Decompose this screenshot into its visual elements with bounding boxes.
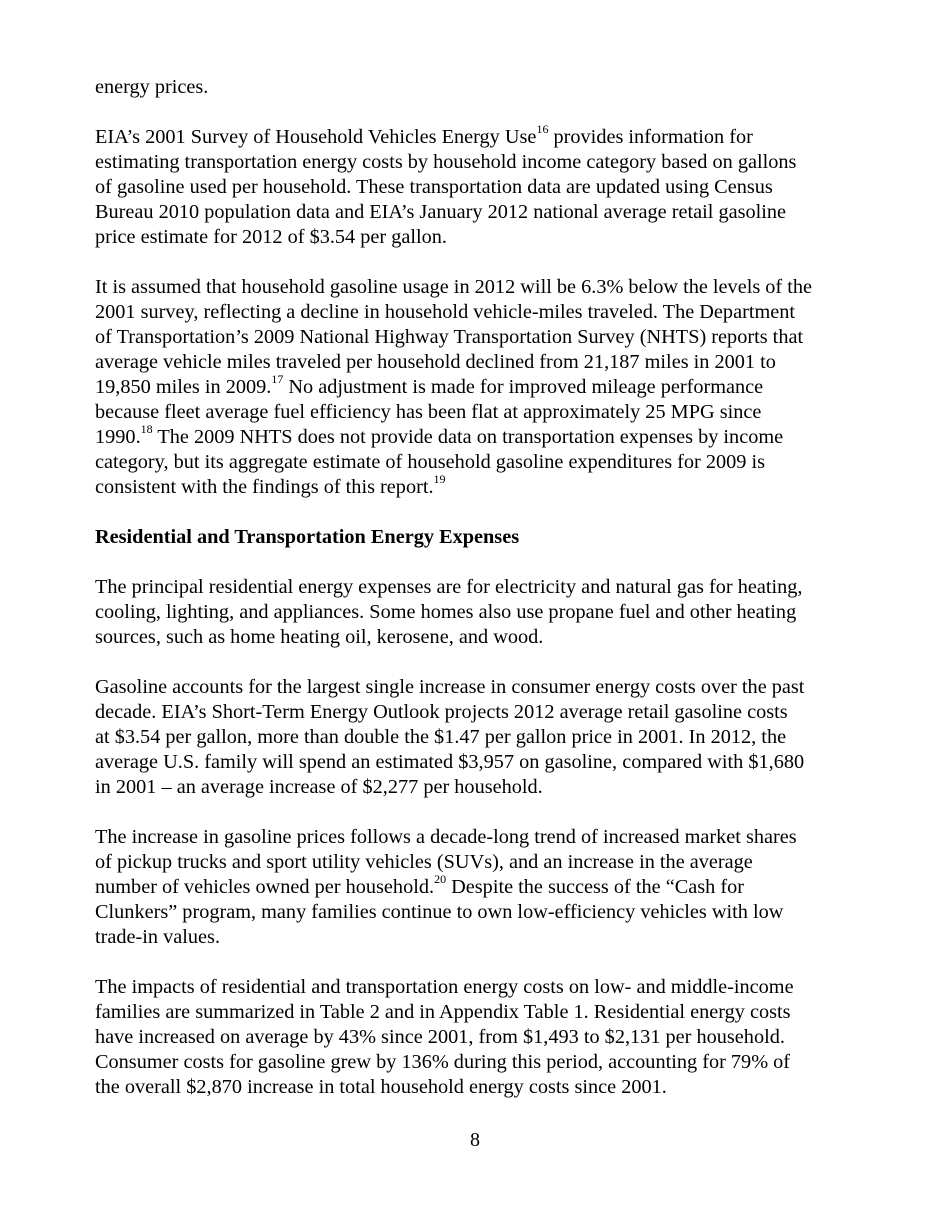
- paragraph: [95, 275, 870, 500]
- text-line: [95, 1075, 870, 1100]
- text-run: of gasoline used per household. These transportation data are updated using Census: [95, 176, 773, 198]
- text-line: [95, 472, 870, 500]
- text-run: price estimate for 2012 of $3.54 per gallon.: [95, 226, 448, 248]
- text-line: [95, 872, 870, 900]
- text-line: [95, 75, 870, 100]
- text-line: [95, 372, 870, 400]
- text-line: [95, 200, 870, 225]
- text-run: EIA’s 2001 Survey of Household Vehicles Energy Use: [95, 126, 537, 148]
- footnote-reference: 18: [140, 422, 153, 437]
- text-run: 2001 survey, reflecting a decline in household vehicle-miles traveled. The Department: [95, 301, 796, 323]
- text-line: [95, 1050, 870, 1075]
- text-run: consistent with the findings of this report.: [95, 476, 434, 498]
- text-line: [95, 400, 870, 425]
- text-line: [95, 225, 870, 250]
- text-line: [95, 975, 870, 1000]
- text-line: [95, 422, 870, 450]
- text-run: of Transportation’s 2009 National Highway Transportation Survey (NHTS) reports that: [95, 326, 804, 348]
- text-line: [95, 325, 870, 350]
- paragraph: [95, 75, 870, 100]
- text-line: [95, 750, 870, 775]
- text-line: [95, 575, 870, 600]
- text-run: It is assumed that household gasoline usage in 2012 will be 6.3% below the levels of the: [95, 276, 813, 298]
- paragraph: [95, 575, 870, 650]
- text-run: category, but its aggregate estimate of household gasoline expenditures for 2009 is: [95, 451, 766, 473]
- text-run: Consumer costs for gasoline grew by 136% during this period, accounting for 79% of: [95, 1051, 791, 1073]
- text-run: Bureau 2010 population data and EIA’s January 2012 national average retail gasoline: [95, 201, 787, 223]
- text-run: in 2001 – an average increase of $2,277 per household.: [95, 776, 543, 798]
- text-run: sources, such as home heating oil, kerosene, and wood.: [95, 626, 544, 648]
- text-run: at $3.54 per gallon, more than double the $1.47 per gallon price in 2001. In 2012, the: [95, 726, 787, 748]
- text-line: [95, 450, 870, 475]
- text-run: provides information for: [548, 126, 753, 148]
- text-run: of pickup trucks and sport utility vehicles (SUVs), and an increase in the average: [95, 851, 753, 873]
- text-line: [95, 725, 870, 750]
- paragraph-group-before-heading: [95, 75, 870, 500]
- text-run: No adjustment is made for improved mileage performance: [283, 376, 764, 398]
- footnote-reference: 17: [271, 372, 284, 387]
- text-run: because fleet average fuel efficiency has been flat at approximately 25 MPG since: [95, 401, 762, 423]
- footnote-reference: 20: [434, 872, 447, 887]
- text-run: decade. EIA’s Short-Term Energy Outlook projects 2012 average retail gasoline costs: [95, 701, 788, 723]
- text-line: [95, 850, 870, 875]
- text-line: [95, 700, 870, 725]
- footnote-reference: 19: [433, 472, 446, 487]
- paragraph: [95, 825, 870, 950]
- text-line: [95, 775, 870, 800]
- text-line: [95, 600, 870, 625]
- text-line: [95, 825, 870, 850]
- text-run: The principal residential energy expenses are for electricity and natural gas for heating,: [95, 576, 803, 598]
- paragraph: [95, 675, 870, 800]
- text-run: average U.S. family will spend an estimated $3,957 on gasoline, compared with $1,680: [95, 751, 805, 773]
- paragraph: [95, 975, 870, 1100]
- text-run: have increased on average by 43% since 2001, from $1,493 to $2,131 per household.: [95, 1026, 785, 1048]
- text-line: [95, 625, 870, 650]
- footnote-reference: 16: [536, 122, 549, 137]
- text-run: number of vehicles owned per household.: [95, 876, 435, 898]
- text-line: [95, 275, 870, 300]
- text-run: cooling, lighting, and appliances. Some homes also use propane fuel and other heating: [95, 601, 797, 623]
- text-run: Despite the success of the “Cash for: [446, 876, 744, 898]
- page-number: 8: [470, 1129, 480, 1151]
- paragraph-group-after-heading: [95, 575, 870, 1100]
- paragraph: [95, 122, 870, 250]
- text-run: the overall $2,870 increase in total household energy costs since 2001.: [95, 1076, 667, 1098]
- text-run: families are summarized in Table 2 and in Appendix Table 1. Residential energy costs: [95, 1001, 791, 1023]
- text-run: Gasoline accounts for the largest single increase in consumer energy costs over the past: [95, 676, 805, 698]
- text-run: The 2009 NHTS does not provide data on transportation expenses by income: [152, 426, 784, 448]
- text-run: trade-in values.: [95, 926, 221, 948]
- text-line: [95, 350, 870, 375]
- section-heading: Residential and Transportation Energy Expenses: [95, 526, 520, 548]
- text-line: [95, 122, 870, 150]
- text-line: [95, 150, 870, 175]
- text-line: [95, 925, 870, 950]
- text-run: Clunkers” program, many families continue to own low-efficiency vehicles with low: [95, 901, 784, 923]
- text-run: estimating transportation energy costs by household income category based on gallons: [95, 151, 797, 173]
- text-run: 1990.: [95, 426, 141, 448]
- text-run: 19,850 miles in 2009.: [95, 376, 272, 398]
- text-line: [95, 900, 870, 925]
- text-run: average vehicle miles traveled per household declined from 21,187 miles in 2001 to: [95, 351, 776, 373]
- text-line: [95, 675, 870, 700]
- text-run: The increase in gasoline prices follows a decade-long trend of increased market shares: [95, 826, 797, 848]
- text-line: [95, 1000, 870, 1025]
- text-line: [95, 1025, 870, 1050]
- text-line: [95, 300, 870, 325]
- document-body: [95, 75, 870, 1125]
- text-run: The impacts of residential and transportation energy costs on low- and middle-income: [95, 976, 794, 998]
- text-run: energy prices.: [95, 76, 209, 98]
- text-line: [95, 175, 870, 200]
